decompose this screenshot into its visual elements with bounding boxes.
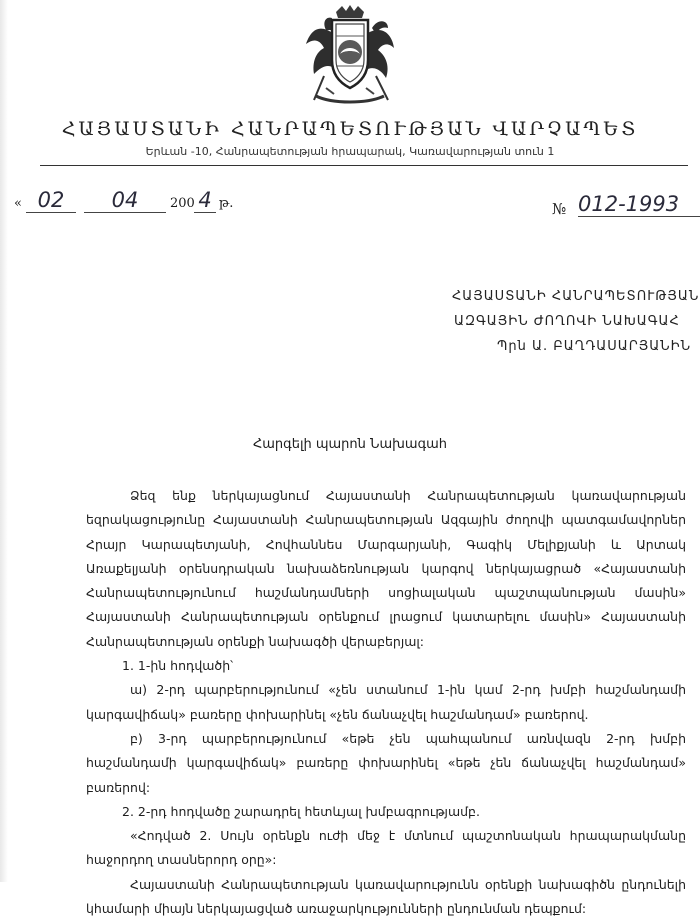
letter-body: [86, 484, 686, 921]
date-year-suffix: թ.: [219, 196, 234, 211]
addressee-line-3: Պրն Ա. ԲԱՂԴԱՍԱՐՅԱՆԻՆ: [497, 339, 692, 354]
salutation: Հարգելի պարոն Նախագահ: [252, 437, 448, 452]
date-day: 02: [26, 188, 76, 213]
body-subitem-b: բ) 3-րդ պարբերությունում «եթե չեն պահպանում առնվազն 2-րդ խմբի հաշմանդամի կարգավիճակ» բառերը փոխարինել «եթե չեն ճանաչվել հաշմանդամ» բառերով:: [86, 730, 686, 795]
letter-date: [14, 188, 274, 218]
body-article-2-text: «Հոդված 2. Սույն օրենքն ուժի մեջ է մտնում պաշտոնական հրապարակմանը հաջորդող տասներորդ օրը»:: [86, 828, 686, 868]
body-item-1: 1. 1-ին հոդվածի՝: [122, 658, 234, 674]
number-label: №: [552, 200, 567, 218]
header-divider: [40, 165, 688, 166]
body-closing-paragraph: Հայաստանի Հանրապետության կառավարությունն օրենքի նախագիծն ընդունելի կհամարի միայն ներկայացված առաջարկությունների ընդունման դեպքում:: [86, 876, 686, 917]
government-address: Երևան -10, Հանրապետության հրապարակ, Կառավարության տուն 1: [145, 145, 555, 158]
body-subitem-a: ա) 2-րդ պարբերությունում «չեն ստանում 1-ին կամ 2-րդ խմբի հաշմանդամի կարգավիճակ» բառերը փոխարինել «չեն ճանաչվել հաշմանդամ» բառերով.: [86, 682, 686, 722]
government-title: ՀԱՅԱՍՏԱՆԻ ՀԱՆՐԱՊԵՏՈՒԹՅԱՆ ՎԱՐՉԱՊԵՏ: [61, 118, 639, 140]
date-year-prefix: 200: [170, 196, 195, 211]
coat-of-arms-emblem: [296, 4, 404, 108]
date-year-digit: 4: [194, 188, 216, 213]
body-item-2: 2. 2-րդ հոդվածը շարադրել հետևյալ խմբագրությամբ.: [122, 803, 480, 819]
body-paragraph-intro: Ձեզ ենք ներկայացնում Հայաստանի Հանրապետության կառավարության եզրակացությունը Հայաստանի Հանրապետության Ազգային ժողովի պատգամավորներ Հրայր Կարապետյանի, Հովհաննես Մարգարյանի, Գագիկ Մելիքյանի և Արտակ Առաքելյանի օրենսդրական նախաձեռնության կարգով ներկայացրած «Հայաստանի Հանրապետությունում հաշմանդամների սոցիալական պաշտպանության մասին» Հայաստանի Հանրապետության օրենքում լրացում կատարելու մասին» Հայաստանի Հանրապետության օրենքի նախագծի վերաբերյալ:: [86, 488, 686, 649]
number-value: 012-1993: [578, 192, 700, 217]
letter-number: [548, 192, 700, 222]
addressee-line-2: ԱԶԳԱՅԻՆ ԺՈՂՈՎԻ ՆԱԽԱԳԱՀ: [454, 314, 680, 329]
addressee-line-1: ՀԱՅԱՍՏԱՆԻ ՀԱՆՐԱՊԵՏՈՒԹՅԱՆ: [452, 289, 700, 304]
date-open-quote: «: [14, 196, 22, 211]
date-month: 04: [84, 188, 166, 213]
